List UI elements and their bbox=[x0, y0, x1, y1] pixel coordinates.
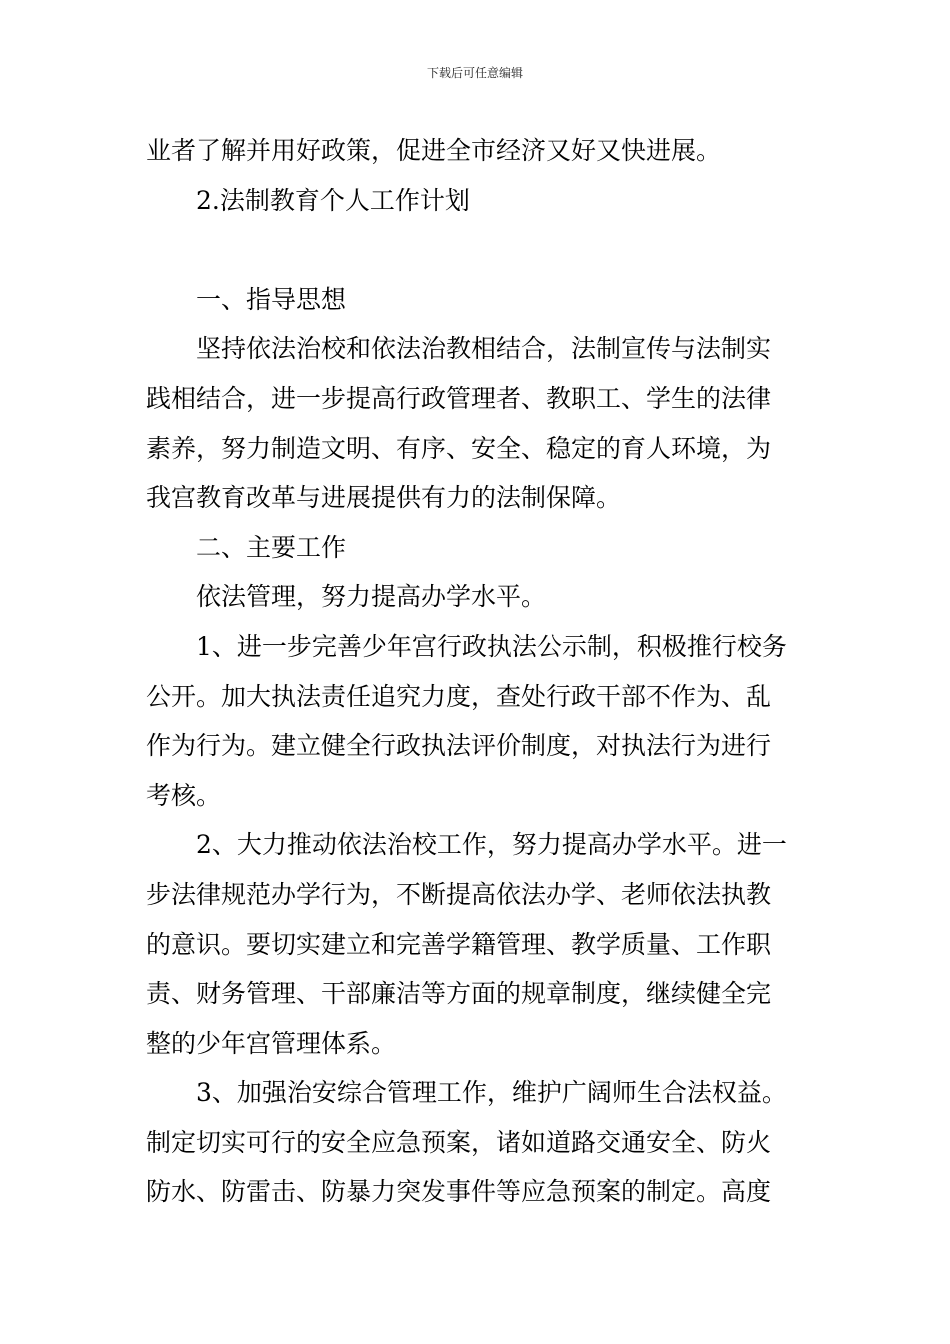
blank-line bbox=[146, 225, 810, 275]
text-line: 业者了解并用好政策，促进全市经济又好又快进展。 bbox=[146, 136, 722, 165]
subsection-heading: 一、指导思想 bbox=[196, 284, 347, 314]
text-line: 作为行为。建立健全行政执法评价制度，对执法行为进行 bbox=[146, 731, 772, 761]
subsection-heading: 二、主要工作 bbox=[196, 532, 347, 562]
text-line: 素养，努力制造文明、有序、安全、稳定的育人环境，为 bbox=[146, 433, 772, 463]
text-line: 3、加强治安综合管理工作，维护广阔师生合法权益。 bbox=[196, 1078, 787, 1108]
page-header: 下载后可任意编辑 bbox=[426, 66, 523, 80]
section-heading: 2.法制教育个人工作计划 bbox=[196, 185, 470, 215]
text-line: 1、进一步完善少年宫行政执法公示制，积极推行校务 bbox=[196, 631, 787, 661]
text-line: 践相结合，进一步提高行政管理者、教职工、学生的法律 bbox=[146, 383, 772, 413]
text-line: 考核。 bbox=[146, 780, 222, 810]
text-line: 的意识。要切实建立和完善学籍管理、教学质量、工作职 bbox=[146, 929, 772, 959]
text-line: 2、大力推动依法治校工作，努力提高办学水平。进一 bbox=[196, 830, 787, 860]
text-line: 我宫教育改革与进展提供有力的法制保障。 bbox=[146, 483, 622, 513]
text-line: 防水、防雷击、防暴力突发事件等应急预案的制定。高度 bbox=[146, 1177, 772, 1207]
text-line: 责、财务管理、干部廉洁等方面的规章制度，继续健全完 bbox=[146, 979, 772, 1009]
document-body bbox=[146, 126, 810, 1217]
text-line: 整的少年宫管理体系。 bbox=[146, 1028, 397, 1058]
text-line: 步法律规范办学行为，不断提高依法办学、老师依法执教 bbox=[146, 879, 772, 909]
text-line: 依法管理，努力提高办学水平。 bbox=[196, 582, 547, 612]
text-line: 制定切实可行的安全应急预案，诸如道路交通安全、防火 bbox=[146, 1127, 772, 1157]
text-line: 公开。加大执法责任追究力度，查处行政干部不作为、乱 bbox=[146, 681, 772, 711]
text-line: 坚持依法治校和依法治教相结合，法制宣传与法制实 bbox=[196, 334, 772, 364]
